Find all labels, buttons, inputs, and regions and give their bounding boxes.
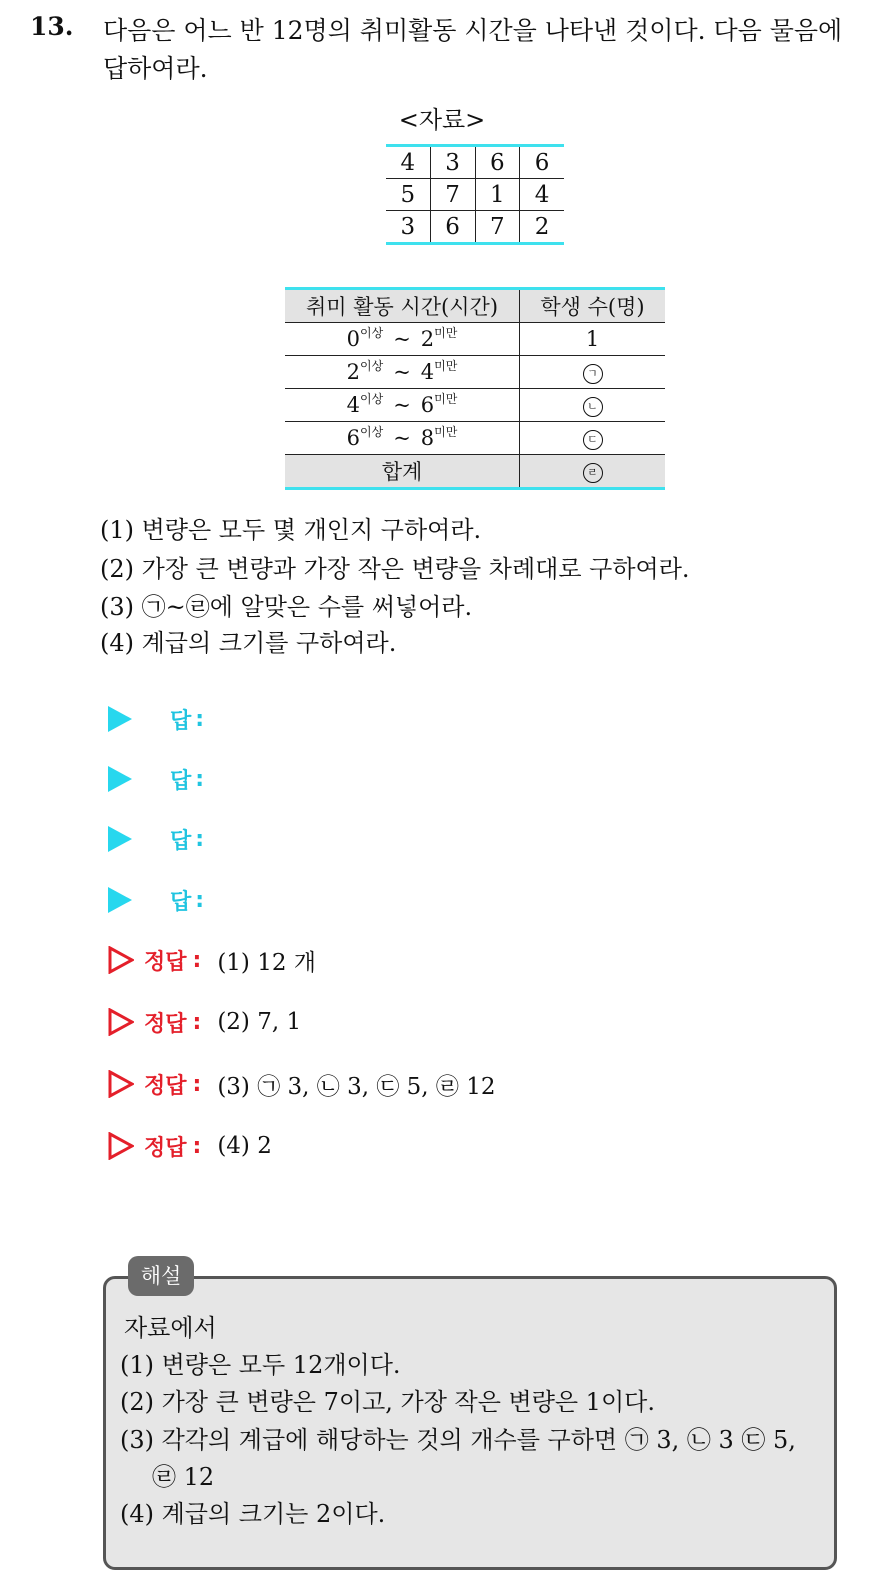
explanation-tab: 해설 (128, 1256, 194, 1296)
table-row (285, 356, 665, 389)
table-cell: 7 (475, 211, 520, 244)
table-cell: 3 (430, 146, 475, 179)
table-row (285, 422, 665, 455)
explanation-line: (2) 가장 큰 변량은 7이고, 가장 작은 변량은 1이다. (120, 1388, 655, 1416)
total-count (520, 455, 666, 489)
frequency-table (285, 287, 665, 490)
table-cell: 4 (520, 179, 564, 211)
explanation-line: 자료에서 (124, 1314, 217, 1342)
answer-row (108, 761, 204, 797)
class-count: 1 (520, 323, 666, 356)
total-label: 합계 (285, 455, 520, 489)
question-text: 다음은 어느 반 12명의 취미활동 시간을 나타낸 것이다. 다음 물음에 답하여라. (103, 16, 843, 83)
outline-triangle-icon (108, 946, 134, 974)
table-cell: 7 (430, 179, 475, 211)
circled-label: ㄴ (583, 397, 603, 417)
explanation-line: ㉣ 12 (152, 1463, 215, 1491)
explanation-line: (3) 각각의 계급에 해당하는 것의 개수를 구하면 ㉠ 3, ㉡ 3 ㉢ 5, (120, 1426, 796, 1454)
solution-text: (3) ㉠ 3, ㉡ 3, ㉢ 5, ㉣ 12 (217, 1073, 496, 1100)
play-triangle-icon (108, 706, 132, 732)
outline-triangle-icon (108, 1008, 134, 1036)
subquestion-1: (1) 변량은 모두 몇 개인지 구하여라. (100, 516, 482, 544)
solution-text: (1) 12 개 (217, 949, 317, 976)
answer-label: 답 (170, 889, 192, 915)
table-row (386, 179, 564, 211)
solution-text: (4) 2 (217, 1133, 272, 1159)
solution-label: 정답 (144, 1073, 187, 1099)
class-interval: $4^{이상}$ ~ $6^{미만}$ (285, 389, 520, 422)
table-cell: 3 (386, 211, 430, 244)
subquestion-3: (3) ㉠~㉣에 알맞은 수를 써넣어라. (100, 593, 473, 621)
table-cell: 1 (475, 179, 520, 211)
explanation-line: (4) 계급의 크기는 2이다. (120, 1500, 386, 1528)
solution-text: (2) 7, 1 (217, 1009, 302, 1035)
class-interval: $2^{이상}$ ~ $4^{미만}$ (285, 356, 520, 389)
table-row (386, 211, 564, 244)
table-total-row (285, 455, 665, 489)
answer-colon: : (195, 887, 205, 913)
class-count (520, 356, 666, 389)
answer-label: 답 (170, 828, 192, 854)
answer-colon: : (195, 766, 205, 792)
solution-colon: : (192, 947, 202, 973)
solution-row (108, 1003, 301, 1041)
subquestion-4: (4) 계급의 크기를 구하여라. (100, 629, 397, 657)
play-triangle-icon (108, 826, 132, 852)
class-interval: $6^{이상}$ ~ $8^{미만}$ (285, 422, 520, 455)
answer-label: 답 (170, 768, 192, 794)
outline-triangle-icon (108, 1070, 134, 1098)
class-interval: $0^{이상}$ ~ $2^{미만}$ (285, 323, 520, 356)
solution-label: 정답 (144, 949, 187, 975)
circled-label: ㄱ (583, 364, 603, 384)
solution-row (108, 1127, 272, 1165)
solution-label: 정답 (144, 1011, 187, 1037)
table-cell: 6 (430, 211, 475, 244)
answer-row (108, 882, 204, 918)
column-header-count: 학생 수(명) (520, 289, 666, 323)
solution-row (108, 941, 316, 979)
circled-label: ㄷ (583, 430, 603, 450)
answer-row (108, 821, 204, 857)
solution-row (108, 1065, 496, 1103)
table-row (386, 146, 564, 179)
class-count (520, 389, 666, 422)
subquestion-2: (2) 가장 큰 변량과 가장 작은 변량을 차례대로 구하여라. (100, 555, 690, 583)
table-cell: 6 (520, 146, 564, 179)
raw-data-table (386, 144, 564, 245)
answer-row (108, 701, 204, 737)
play-triangle-icon (108, 766, 132, 792)
table-cell: 6 (475, 146, 520, 179)
table-cell: 2 (520, 211, 564, 244)
explanation-line: (1) 변량은 모두 12개이다. (120, 1351, 401, 1379)
table-cell: 4 (386, 146, 430, 179)
table-row (285, 323, 665, 356)
solution-colon: : (192, 1133, 202, 1159)
solution-colon: : (192, 1071, 202, 1097)
solution-colon: : (192, 1009, 202, 1035)
table-header-row (285, 289, 665, 323)
answer-label: 답 (170, 708, 192, 734)
table-row (285, 389, 665, 422)
data-title: <자료> (398, 106, 486, 134)
circled-label: ㄹ (583, 463, 603, 483)
class-count (520, 422, 666, 455)
answer-colon: : (195, 706, 205, 732)
outline-triangle-icon (108, 1132, 134, 1160)
solution-label: 정답 (144, 1135, 187, 1161)
table-cell: 5 (386, 179, 430, 211)
answer-colon: : (195, 826, 205, 852)
column-header-time: 취미 활동 시간(시간) (285, 289, 520, 323)
play-triangle-icon (108, 887, 132, 913)
question-number: 13. (30, 12, 74, 41)
